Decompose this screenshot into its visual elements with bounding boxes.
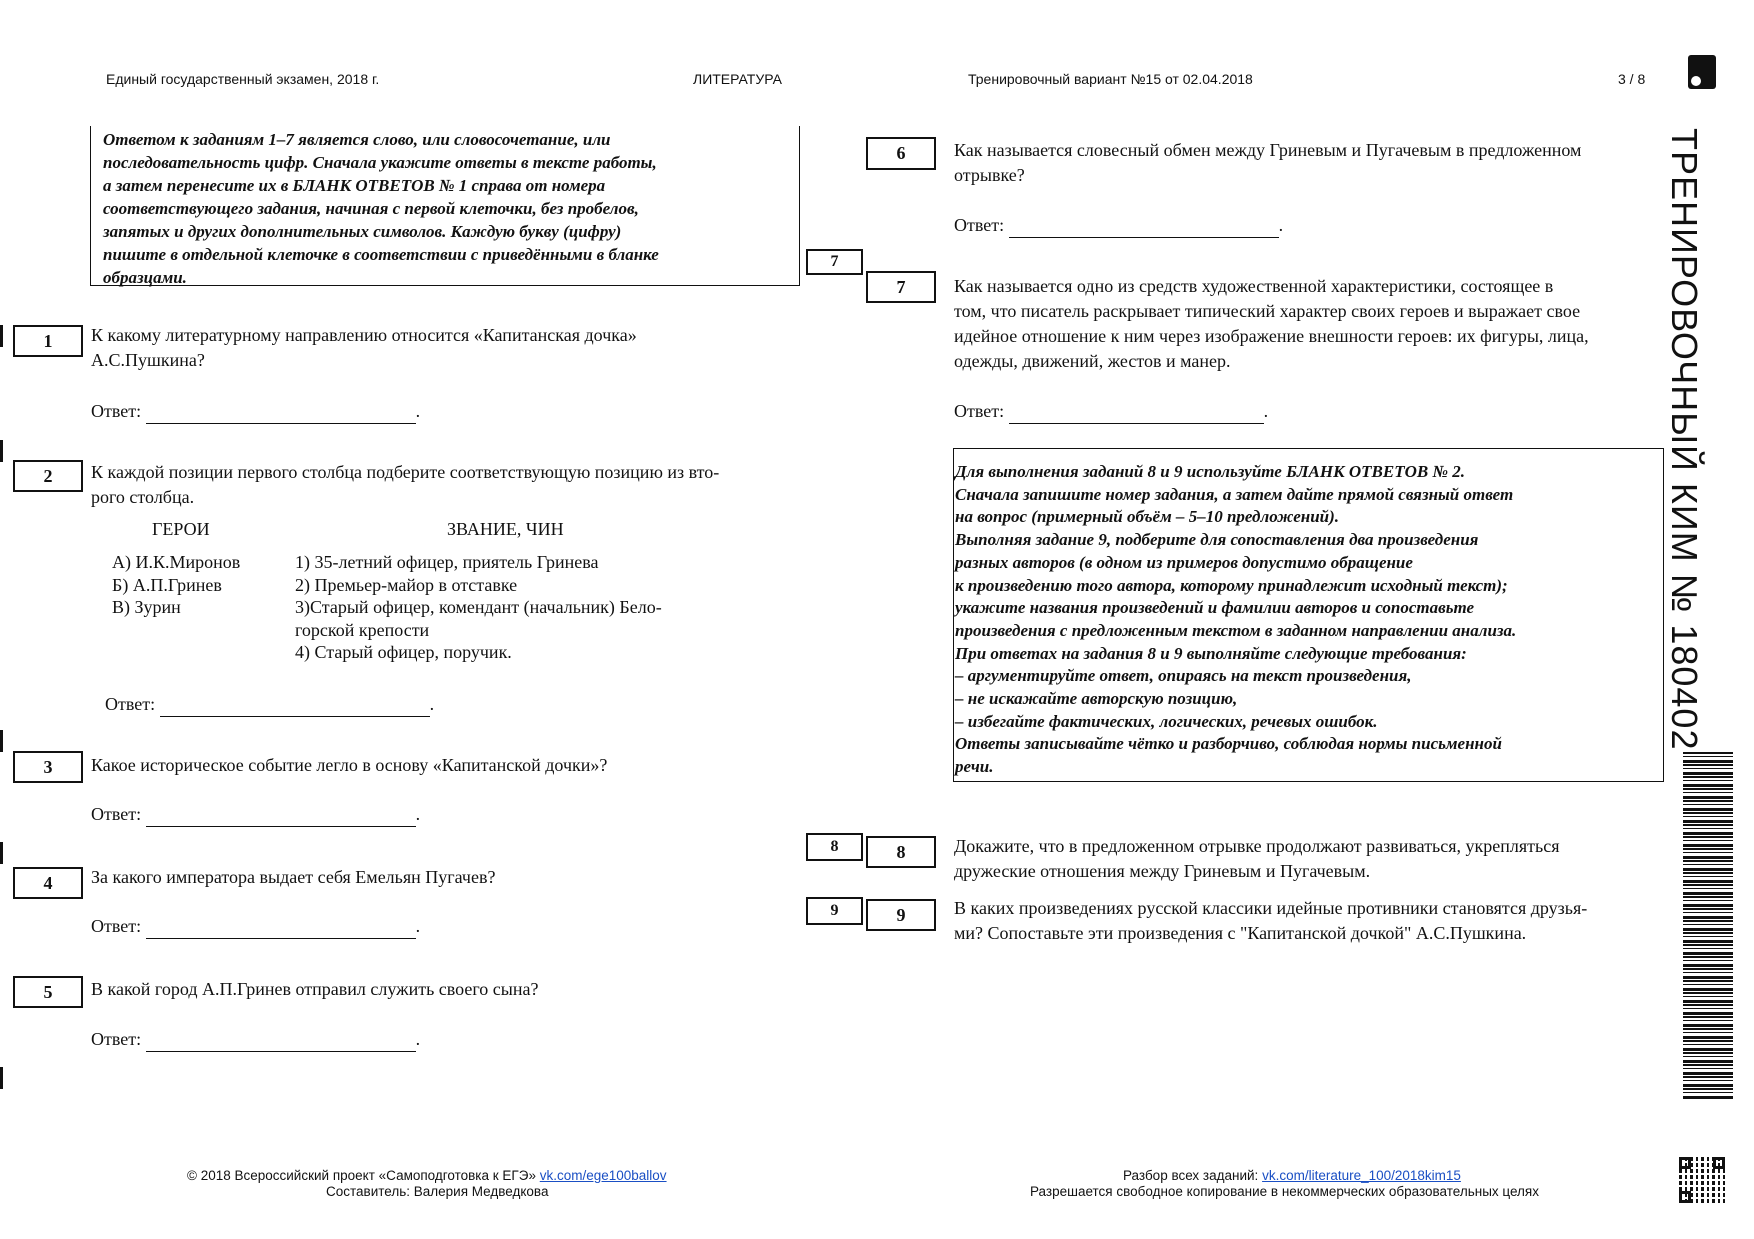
task-line: идейное отношение к ним через изображение внешности героев: их фигуры, лица, bbox=[954, 326, 1589, 346]
instruction-line: Сначала запишите номер задания, а затем дайте прямой связный ответ bbox=[955, 484, 1514, 504]
task-8-text bbox=[954, 834, 1674, 884]
instruction-line: на вопрос (примерный объём – 5–10 предложений). bbox=[955, 507, 1340, 527]
qr-code-icon bbox=[1679, 1157, 1725, 1203]
task-number-6: 6 bbox=[866, 137, 936, 170]
answer-label: Ответ: bbox=[91, 1029, 142, 1049]
task-line: дружеские отношения между Гриневым и Пугачевым. bbox=[954, 861, 1371, 881]
footer-note: Разрешается свободное копирование в некоммерческих образовательных целях bbox=[1030, 1184, 1539, 1199]
margin-mark bbox=[0, 1067, 3, 1089]
list-item: 3)Старый офицер, комендант (начальник) Бело- bbox=[295, 597, 662, 617]
task-line: ми? Сопоставьте эти произведения с "Капитанской дочкой" А.С.Пушкина. bbox=[954, 923, 1527, 943]
task-1-text bbox=[91, 323, 811, 373]
list-item: А) И.К.Миронов bbox=[112, 552, 241, 572]
task-line: рого столбца. bbox=[91, 487, 195, 507]
list-item: Б) А.П.Гринев bbox=[112, 574, 222, 595]
margin-mark bbox=[0, 842, 3, 864]
task-number-4: 4 bbox=[13, 867, 83, 899]
sample-box-8: 8 bbox=[806, 833, 863, 861]
header-variant: Тренировочный вариант №15 от 02.04.2018 bbox=[968, 71, 1253, 87]
instruction-line: – избегайте фактических, логических, речевых ошибок. bbox=[955, 711, 1378, 731]
ranks-list bbox=[295, 551, 662, 664]
answer-5-field[interactable] bbox=[146, 1033, 416, 1052]
instruction-line: Ответы записывайте чётко и разборчиво, соблюдая нормы письменной bbox=[955, 734, 1502, 754]
task-2-text bbox=[91, 460, 811, 510]
task-number-1: 1 bbox=[13, 325, 83, 357]
answer-2-field[interactable] bbox=[160, 698, 430, 717]
instruction-line: Ответом к заданиям 1–7 является слово, или словосочетание, или bbox=[103, 130, 611, 149]
list-item: горской крепости bbox=[295, 619, 430, 640]
answer-3-field[interactable] bbox=[146, 808, 416, 827]
answer-label: Ответ: bbox=[954, 215, 1005, 235]
list-item: В) Зурин bbox=[112, 597, 181, 617]
column-rank-title: ЗВАНИЕ, ЧИН bbox=[447, 519, 564, 539]
task-line: том, что писатель раскрывает типический характер своих героев и выражает свое bbox=[954, 301, 1581, 321]
task-5-text: В какой город А.П.Гринев отправил служить своего сына? bbox=[91, 979, 539, 999]
footer-left bbox=[187, 1168, 667, 1183]
corner-mark-icon bbox=[1688, 55, 1716, 89]
header-page: 3 / 8 bbox=[1618, 71, 1646, 87]
instruction-line: укажите названия произведений и фамилии авторов и сопоставьте bbox=[955, 598, 1475, 618]
task-line: К какому литературному направлению относится «Капитанская дочка» bbox=[91, 325, 637, 345]
answer-label: Ответ: bbox=[91, 401, 142, 421]
instruction-line: запятых и других дополнительных символов. Каждую букву (цифру) bbox=[103, 222, 622, 241]
instruction-line: а затем перенесите их в БЛАНК ОТВЕТОВ № 1 справа от номера bbox=[103, 176, 606, 195]
task-number-3: 3 bbox=[13, 751, 83, 783]
task-4-text: За какого императора выдает себя Емельян Пугачев? bbox=[91, 867, 496, 887]
heroes-list bbox=[112, 551, 240, 619]
task-line: А.С.Пушкина? bbox=[91, 350, 205, 370]
instruction-line: образцами. bbox=[103, 268, 187, 287]
footer-right bbox=[1123, 1168, 1461, 1183]
instruction-box-8-9 bbox=[953, 448, 1664, 782]
sample-box-9: 9 bbox=[806, 897, 863, 925]
answer-label: Ответ: bbox=[954, 401, 1005, 421]
instruction-line: соответствующего задания, начиная с первой клеточки, без пробелов, bbox=[103, 199, 639, 218]
instruction-line: разных авторов (в одном из примеров допустимо обращение bbox=[955, 552, 1413, 572]
answer-6-field[interactable] bbox=[1009, 219, 1279, 238]
answer-7-field[interactable] bbox=[1009, 405, 1264, 424]
answer-2[interactable]: Ответ: . bbox=[105, 692, 434, 717]
task-line: В каких произведениях русской классики идейные противники становятся друзья- bbox=[954, 898, 1588, 918]
task-number-9: 9 bbox=[866, 899, 936, 931]
header-subject: ЛИТЕРАТУРА bbox=[693, 71, 782, 87]
answer-7[interactable]: Ответ: . bbox=[954, 399, 1268, 424]
answer-4-field[interactable] bbox=[146, 920, 416, 939]
instruction-box-1-7 bbox=[90, 126, 800, 286]
footer-copyright: © 2018 Всероссийский проект «Самоподготовка к ЕГЭ» bbox=[187, 1168, 536, 1183]
instruction-line: последовательность цифр. Сначала укажите ответы в тексте работы, bbox=[103, 153, 657, 172]
instruction-line: к произведению того автора, которому принадлежит исходный текст); bbox=[955, 575, 1508, 595]
header-exam: Единый государственный экзамен, 2018 г. bbox=[106, 71, 380, 87]
answer-6[interactable]: Ответ: . bbox=[954, 213, 1283, 238]
footer-author: Составитель: Валерия Медведкова bbox=[326, 1184, 549, 1199]
column-heroes-title: ГЕРОИ bbox=[152, 519, 210, 539]
task-line: Как называется словесный обмен между Гриневым и Пугачевым в предложенном bbox=[954, 140, 1582, 160]
instruction-line: При ответах на задания 8 и 9 выполняйте следующие требования: bbox=[955, 643, 1467, 663]
barcode-icon bbox=[1683, 752, 1733, 1100]
instruction-line: Для выполнения заданий 8 и 9 используйте БЛАНК ОТВЕТОВ № 2. bbox=[955, 462, 1466, 481]
list-item: 4) Старый офицер, поручик. bbox=[295, 642, 512, 662]
task-line: Как называется одно из средств художественной характеристики, состоящее в bbox=[954, 276, 1554, 296]
list-item: 2) Премьер-майор в отставке bbox=[295, 574, 518, 595]
answer-3[interactable]: Ответ: . bbox=[91, 802, 420, 827]
task-3-text: Какое историческое событие легло в основу «Капитанской дочки»? bbox=[91, 755, 608, 775]
task-line: К каждой позиции первого столбца подберите соответствующую позицию из вто- bbox=[91, 462, 720, 482]
task-number-7: 7 bbox=[866, 271, 936, 303]
margin-mark bbox=[0, 325, 3, 347]
task-number-2: 2 bbox=[13, 460, 83, 492]
task-7-text bbox=[954, 274, 1674, 374]
footer-review: Разбор всех заданий: bbox=[1123, 1168, 1259, 1183]
side-title: ТРЕНИРОВОЧНЫЙ КИМ № 180402 bbox=[1664, 128, 1705, 751]
list-item: 1) 35-летний офицер, приятель Гринева bbox=[295, 552, 599, 572]
answer-label: Ответ: bbox=[91, 804, 142, 824]
task-number-5: 5 bbox=[13, 976, 83, 1008]
instruction-line: речи. bbox=[955, 757, 994, 777]
answer-5[interactable]: Ответ: . bbox=[91, 1027, 420, 1052]
answer-4[interactable]: Ответ: . bbox=[91, 914, 420, 939]
answer-label: Ответ: bbox=[105, 694, 156, 714]
instruction-line: Выполняя задание 9, подберите для сопоставления два произведения bbox=[955, 530, 1479, 550]
answer-label: Ответ: bbox=[91, 916, 142, 936]
task-9-text bbox=[954, 896, 1674, 946]
task-number-8: 8 bbox=[866, 836, 936, 868]
task-line: Докажите, что в предложенном отрывке продолжают развиваться, укрепляться bbox=[954, 836, 1560, 856]
margin-mark bbox=[0, 440, 3, 462]
task-line: одежды, движений, жестов и манер. bbox=[954, 351, 1231, 371]
task-line: отрывке? bbox=[954, 165, 1025, 185]
task-6-text bbox=[954, 138, 1674, 188]
instruction-line: – не искажайте авторскую позицию, bbox=[955, 689, 1238, 709]
margin-mark bbox=[0, 730, 3, 752]
instruction-line: произведения с предложенным текстом в заданном направлении анализа. bbox=[955, 620, 1517, 640]
instruction-line: пишите в отдельной клеточке в соответствии с приведёнными в бланке bbox=[103, 245, 659, 264]
footer-left-link[interactable]: vk.com/ege100ballov bbox=[539, 1168, 667, 1183]
footer-right-link[interactable]: vk.com/literature_100/2018kim15 bbox=[1262, 1168, 1461, 1183]
answer-1-field[interactable] bbox=[146, 405, 416, 424]
answer-1[interactable]: Ответ: . bbox=[91, 399, 420, 424]
sample-box-7: 7 bbox=[806, 249, 863, 275]
instruction-line: – аргументируйте ответ, опираясь на текст произведения, bbox=[955, 666, 1412, 686]
